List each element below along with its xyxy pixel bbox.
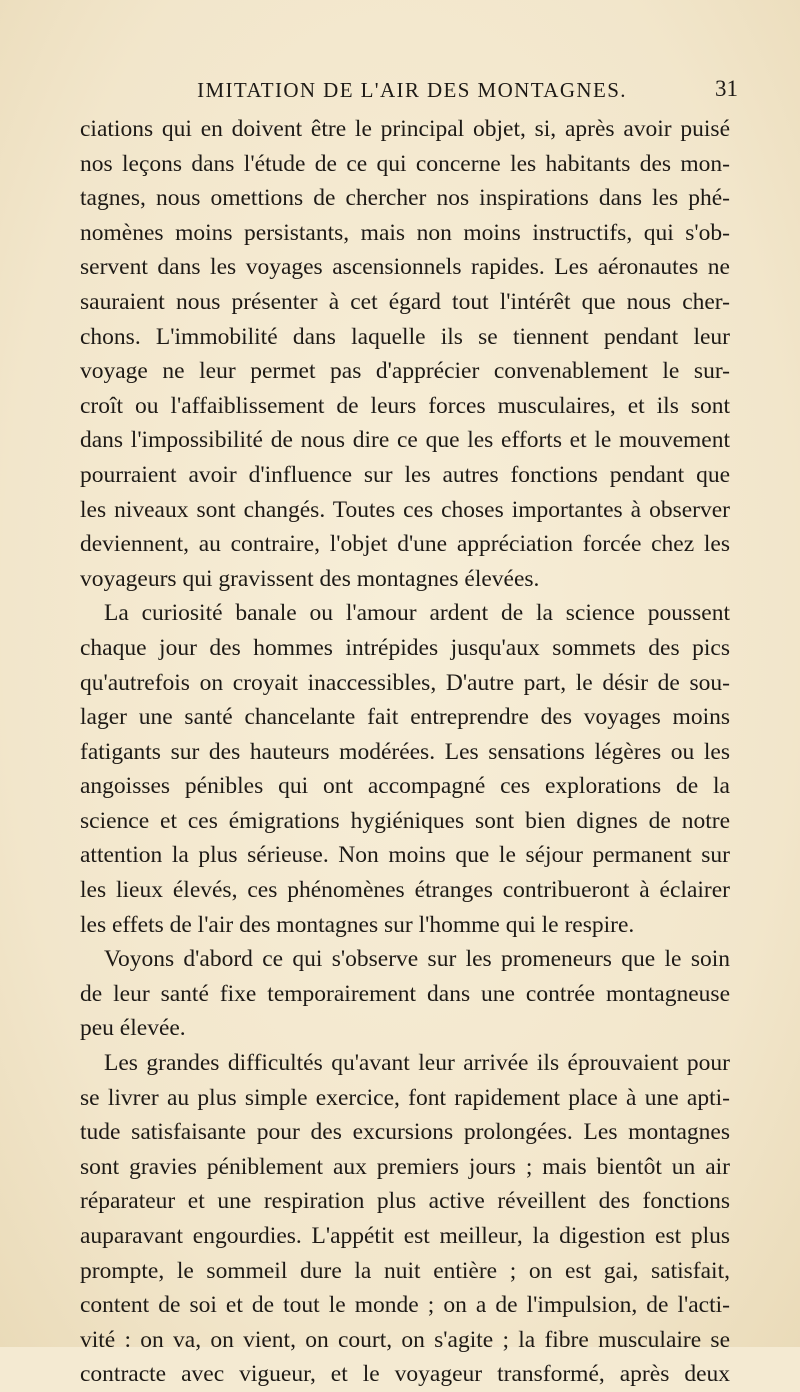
text-line: auparavant engourdies. L'appétit est meilleur, la digestion est plus: [80, 1223, 730, 1249]
text-line: chaque jour des hommes intrépides jusqu'aux sommets des pics: [80, 634, 730, 661]
text-line: qu'autrefois on croyait inaccessibles, D'autre part, le désir de sou-: [80, 669, 730, 696]
text-line: chons. L'immobilité dans laquelle ils se tiennent pendant leur: [80, 323, 730, 350]
text-line: fatigants sur des hauteurs modérées. Les sensations légères ou les: [80, 738, 730, 765]
text-line: tagnes, nous omettions de chercher nos inspirations dans les phé-: [80, 185, 730, 212]
text-line: attention la plus sérieuse. Non moins que le séjour permanent sur: [80, 842, 730, 869]
text-line: prompte, le sommeil dure la nuit entière ; on est gai, satisfait,: [80, 1257, 730, 1284]
text-line: nomènes moins persistants, mais non moins instructifs, qui s'ob-: [80, 219, 730, 246]
text-line: deviennent, au contraire, l'objet d'une appréciation forcée chez les: [80, 531, 730, 558]
text-line: tude satisfaisante pour des excursions prolongées. Les montagnes: [80, 1119, 730, 1146]
text-line: nos leçons dans l'étude de ce qui concerne les habitants des mon-: [80, 150, 730, 177]
text-line: lager une santé chancelante fait entreprendre des voyages moins: [80, 704, 730, 731]
running-head: [84, 78, 740, 108]
body-text: [80, 112, 730, 1392]
text-line: servent dans les voyages ascensionnels rapides. Les aéronautes ne: [80, 254, 730, 281]
text-line: croît ou l'affaiblissement de leurs forces musculaires, et ils sont: [80, 392, 730, 419]
text-line: sont gravies péniblement aux premiers jours ; mais bientôt un air: [80, 1153, 730, 1180]
text-line: vité : on va, on vient, on court, on s'agite ; la fibre musculaire se: [80, 1326, 730, 1353]
text-line: les lieux élevés, ces phénomènes étranges contribueront à éclairer: [80, 877, 730, 904]
text-line: contracte avec vigueur, et le voyageur transformé, après deux: [80, 1361, 730, 1388]
text-line: peu élevée.: [80, 1015, 186, 1042]
text-line: voyageurs qui gravissent des montagnes élevées.: [80, 565, 540, 592]
text-line: ciations qui en doivent être le principal objet, si, après avoir puisé: [80, 116, 730, 142]
page-number: 31: [715, 76, 738, 101]
text-line: voyage ne leur permet pas d'apprécier convenablement le sur-: [80, 358, 730, 385]
text-line: pourraient avoir d'influence sur les autres fonctions pendant que: [80, 461, 730, 488]
running-title: IMITATION DE L'AIR DES MONTAGNES.: [197, 78, 627, 102]
text-line: se livrer au plus simple exercice, font rapidement place à une apti-: [80, 1084, 730, 1111]
text-line: les effets de l'air des montagnes sur l'homme qui le respire.: [80, 911, 635, 938]
text-line: La curiosité banale ou l'amour ardent de la science poussent: [104, 600, 730, 627]
text-line: angoisses pénibles qui ont accompagné ces explorations de la: [80, 773, 730, 800]
text-line: Voyons d'abord ce qui s'observe sur les promeneurs que le soin: [104, 946, 730, 973]
text-line: sauraient nous présenter à cet égard tout l'intérêt que nous cher-: [80, 288, 730, 315]
text-line: Les grandes difficultés qu'avant leur arrivée ils éprouvaient pour: [104, 1050, 730, 1077]
text-line: réparateur et une respiration plus active réveillent des fonctions: [80, 1188, 730, 1215]
text-line: science et ces émigrations hygiéniques sont bien dignes de notre: [80, 807, 730, 834]
text-line: de leur santé fixe temporairement dans une contrée montagneuse: [80, 980, 730, 1007]
text-line: content de soi et de tout le monde ; on a de l'impulsion, de l'acti-: [80, 1292, 730, 1319]
text-line: les niveaux sont changés. Toutes ces choses importantes à observer: [80, 496, 730, 523]
text-line: dans l'impossibilité de nous dire ce que les efforts et le mouvement: [80, 427, 730, 454]
